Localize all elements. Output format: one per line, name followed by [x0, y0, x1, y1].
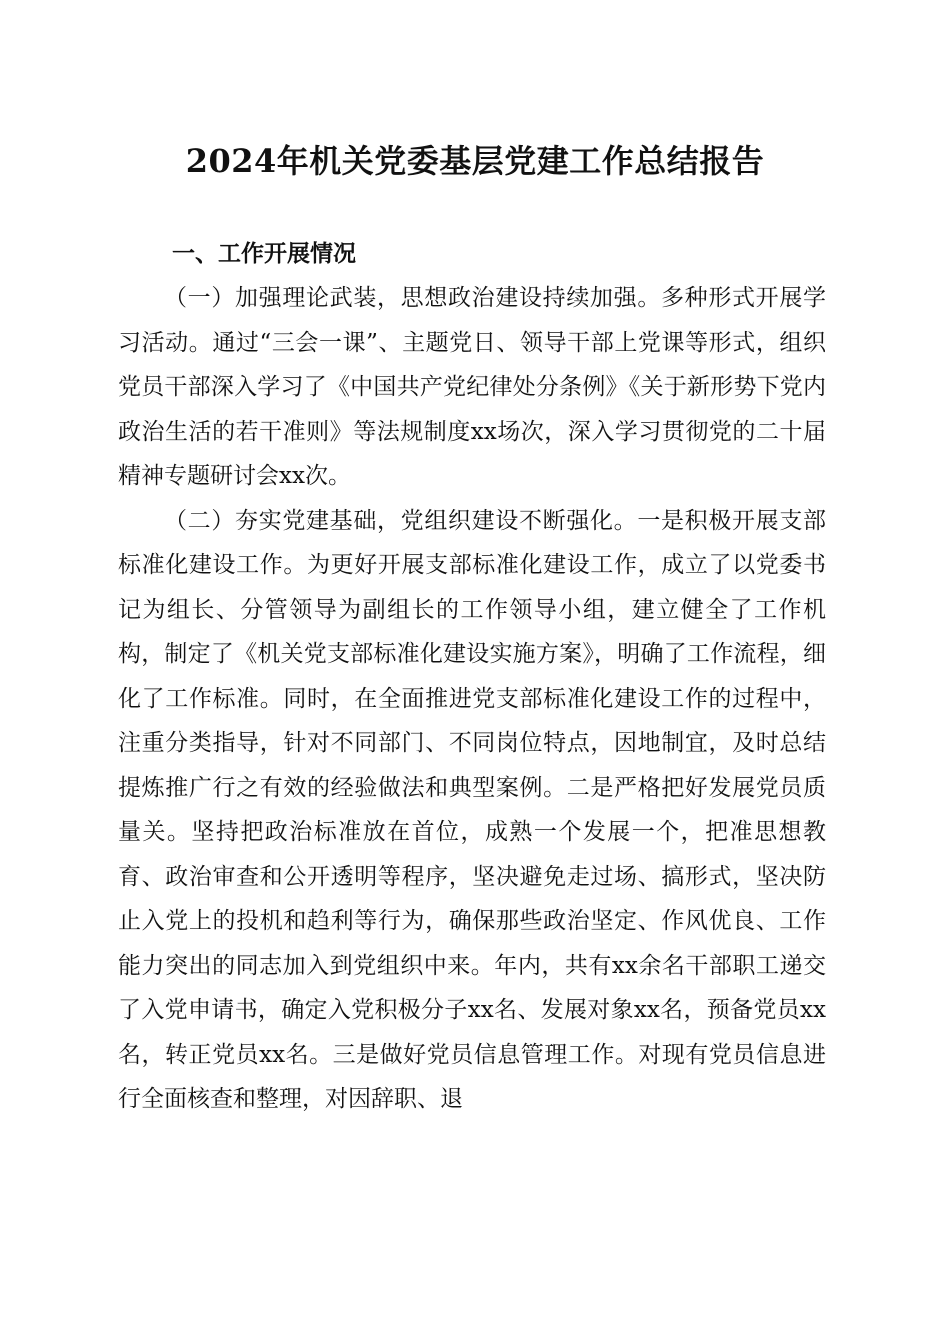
paragraph-1-text: 多种形式开展学习活动。通过“三会一课”、主题党日、领导干部上党课等形式，组织党员干部深入学习了《中国共产党纪律处分条例》《关于新形势下党内政治生活的若干准则》等法规制度xx场次，深入学习贯彻党的二十届精神专题研讨会xx次。 — [118, 285, 827, 489]
paragraph-2 — [118, 499, 826, 1122]
paragraph-1 — [118, 276, 826, 499]
document-body — [118, 276, 826, 1122]
paragraph-2-lead: （二）夯实党建基础，党组织建设不断强化。 — [164, 507, 638, 534]
paragraph-1-lead: （一）加强理论武装，思想政治建设持续加强。 — [164, 285, 661, 311]
document-title: 2024年机关党委基层党建工作总结报告 — [185, 142, 765, 180]
paragraph-2-text: 一是积极开展支部标准化建设工作。为更好开展支部标准化建设工作，成立了以党委书记为组长、分管领导为副组长的工作领导小组，建立健全了工作机构，制定了《机关党支部标准化建设实施方案》，明确了工作流程，细化了工作标准。同时，在全面推进党支部标准化建设工作的过程中，注重分类指导，针对不同部门、不同岗位特点，因地制宜，及时总结提炼推广行之有效的经验做法和典型案例。二是严格把好发展党员质量关。坚持把政治标准放在首位，成熟一个发展一个，把准思想教育、政治审查和公开透明等程序，坚决避免走过场、搞形式，坚决防止入党上的投机和趋利等行为，确保那些政治坚定、作风优良、工作能力突出的同志加入到党组织中来。年内，共有xx余名干部职工递交了入党申请书，确定入党积极分子xx名、发展对象xx名，预备党员xx名，转正党员xx名。三是做好党员信息管理工作。对现有党员信息进行全面核查和整理，对因辞职、退 — [118, 507, 827, 1112]
section-heading: 一、工作开展情况 — [172, 241, 356, 267]
